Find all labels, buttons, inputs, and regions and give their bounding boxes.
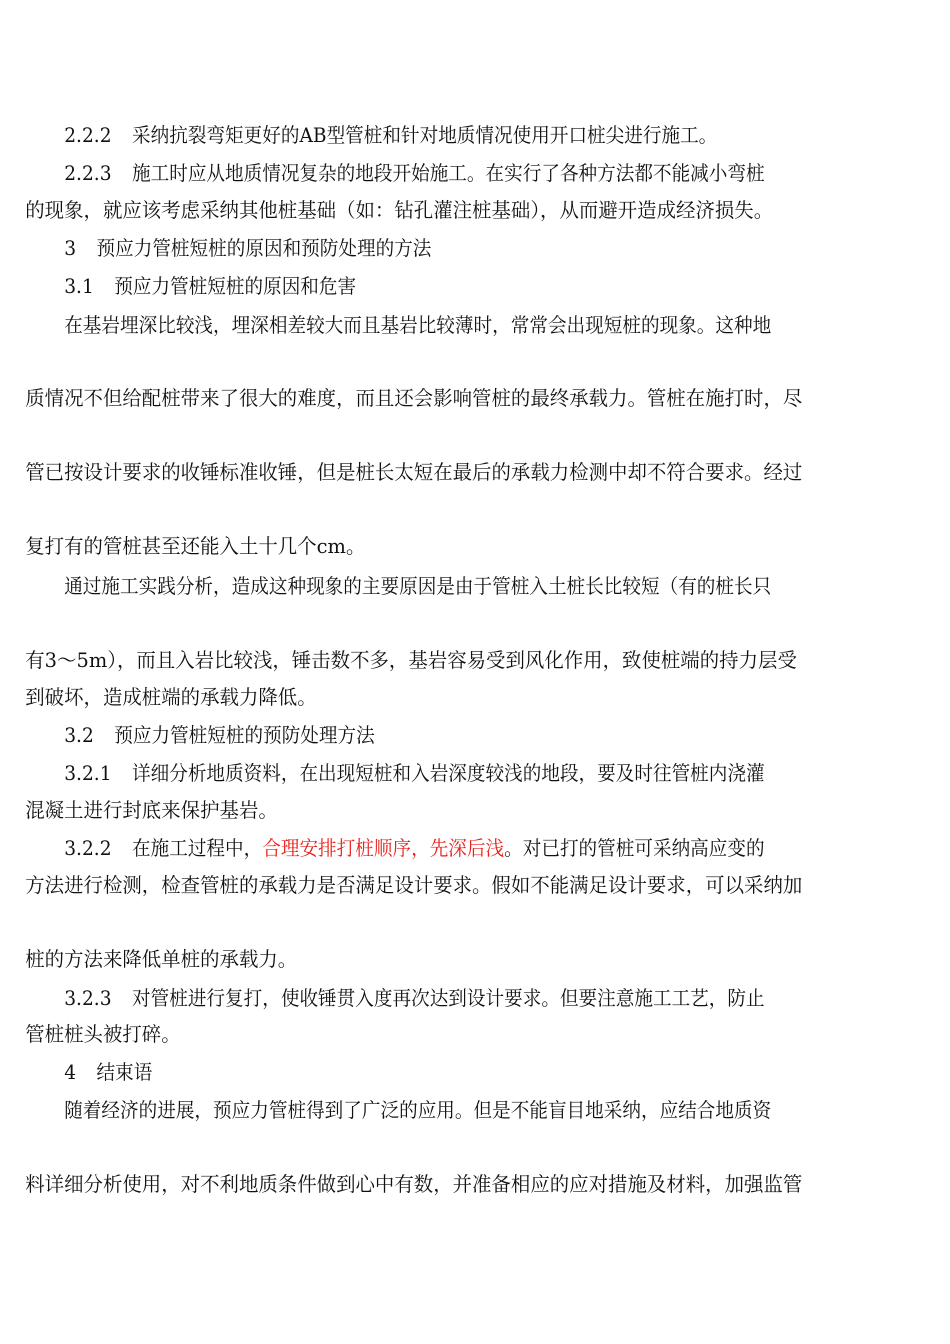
paragraph-line	[0, 1170, 948, 1198]
paragraph-text: 在基岩埋深比较浅，埋深相差较大而且基岩比较薄时，常常会出现短桩的现象。这种地	[64, 313, 772, 337]
paragraph-text: 详细分析地质资料，在出现短桩和入岩深度较浅的地段，要及时往管桩内浇灌	[132, 761, 765, 785]
paragraph-text: 有3～5m），而且入岩比较浅，锤击数不多，基岩容易受到风化作用，致使桩端的持力层受	[25, 648, 797, 672]
paragraph-text: 桩的方法来降低单桩的承载力。	[25, 947, 298, 971]
paragraph-text: 到破坏，造成桩端的承载力降低。	[25, 685, 317, 709]
section-number: 3	[64, 236, 77, 260]
paragraph-text: 管已按设计要求的收锤标准收锤，但是桩长太短在最后的承载力检测中却不符合要求。经过	[25, 460, 803, 484]
paragraph-line	[0, 796, 948, 824]
section-number: 2.2.2	[64, 123, 112, 147]
section-number: 3.2.1	[64, 761, 112, 785]
paragraph-text: 的现象，就应该考虑采纳其他桩基础（如：钻孔灌注桩基础），从而避开造成经济损失。	[25, 198, 774, 222]
paragraph-line	[0, 1020, 948, 1048]
paragraph-text: 在施工过程中，	[132, 836, 263, 860]
paragraph-line	[0, 458, 948, 486]
heading-text: 预应力管桩短桩的原因和预防处理的方法	[96, 236, 432, 260]
paragraph-text: 采纳抗裂弯矩更好的AB型管桩和针对地质情况使用开口桩尖进行施工。	[132, 123, 718, 147]
paragraph-line	[0, 945, 948, 973]
paragraph-2-2-3	[0, 159, 948, 187]
paragraph-text: 。对已打的管桩可采纳高应变的	[504, 836, 765, 860]
paragraph-text: 对管桩进行复打，使收锤贯入度再次达到设计要求。但要注意施工工艺，防止	[132, 986, 765, 1010]
paragraph-3-2-1	[0, 759, 948, 787]
paragraph-text: 管桩桩头被打碎。	[25, 1022, 181, 1046]
section-number: 3.2	[64, 723, 94, 747]
paragraph-line	[0, 683, 948, 711]
heading-text: 预应力管桩短桩的预防处理方法	[114, 723, 375, 747]
paragraph-line	[0, 384, 948, 412]
paragraph-text: 复打有的管桩甚至还能入土十几个cm。	[25, 534, 366, 558]
heading-4	[0, 1058, 948, 1086]
paragraph-2-2-2	[0, 121, 948, 149]
section-number: 3.2.2	[64, 836, 112, 860]
highlighted-text: 合理安排打桩顺序，先深后浅	[262, 836, 505, 860]
paragraph-text: 混凝土进行封底来保护基岩。	[25, 798, 278, 822]
section-number: 4	[64, 1060, 77, 1084]
section-number: 2.2.3	[64, 161, 112, 185]
paragraph-line	[0, 871, 948, 899]
paragraph-line	[0, 572, 948, 600]
paragraph-text: 料详细分析使用，对不利地质条件做到心中有数，并准备相应的应对措施及材料，加强监管	[25, 1172, 803, 1196]
paragraph-text: 随着经济的进展，预应力管桩得到了广泛的应用。但是不能盲目地采纳，应结合地质资	[64, 1098, 772, 1122]
paragraph-text: 通过施工实践分析，造成这种现象的主要原因是由于管桩入土桩长比较短（有的桩长只	[64, 574, 772, 598]
paragraph-3-2-3	[0, 984, 948, 1012]
heading-text: 预应力管桩短桩的原因和危害	[114, 274, 357, 298]
heading-3-2	[0, 721, 948, 749]
heading-3	[0, 234, 948, 262]
paragraph-text: 施工时应从地质情况复杂的地段开始施工。在实行了各种方法都不能减小弯桩	[132, 161, 765, 185]
paragraph-line	[0, 1096, 948, 1124]
section-number: 3.2.3	[64, 986, 112, 1010]
paragraph-text: 方法进行检测，检查管桩的承载力是否满足设计要求。假如不能满足设计要求，可以采纳加	[25, 873, 803, 897]
paragraph-3-2-2	[0, 834, 948, 862]
heading-3-1	[0, 272, 948, 300]
paragraph-text: 质情况不但给配桩带来了很大的难度，而且还会影响管桩的最终承载力。管桩在施打时，尽	[25, 386, 803, 410]
paragraph-line	[0, 646, 948, 674]
section-number: 3.1	[64, 274, 94, 298]
paragraph-line	[0, 532, 948, 560]
paragraph-line	[0, 311, 948, 339]
paragraph-2-2-3-continued	[0, 196, 948, 224]
heading-text: 结束语	[96, 1060, 153, 1084]
